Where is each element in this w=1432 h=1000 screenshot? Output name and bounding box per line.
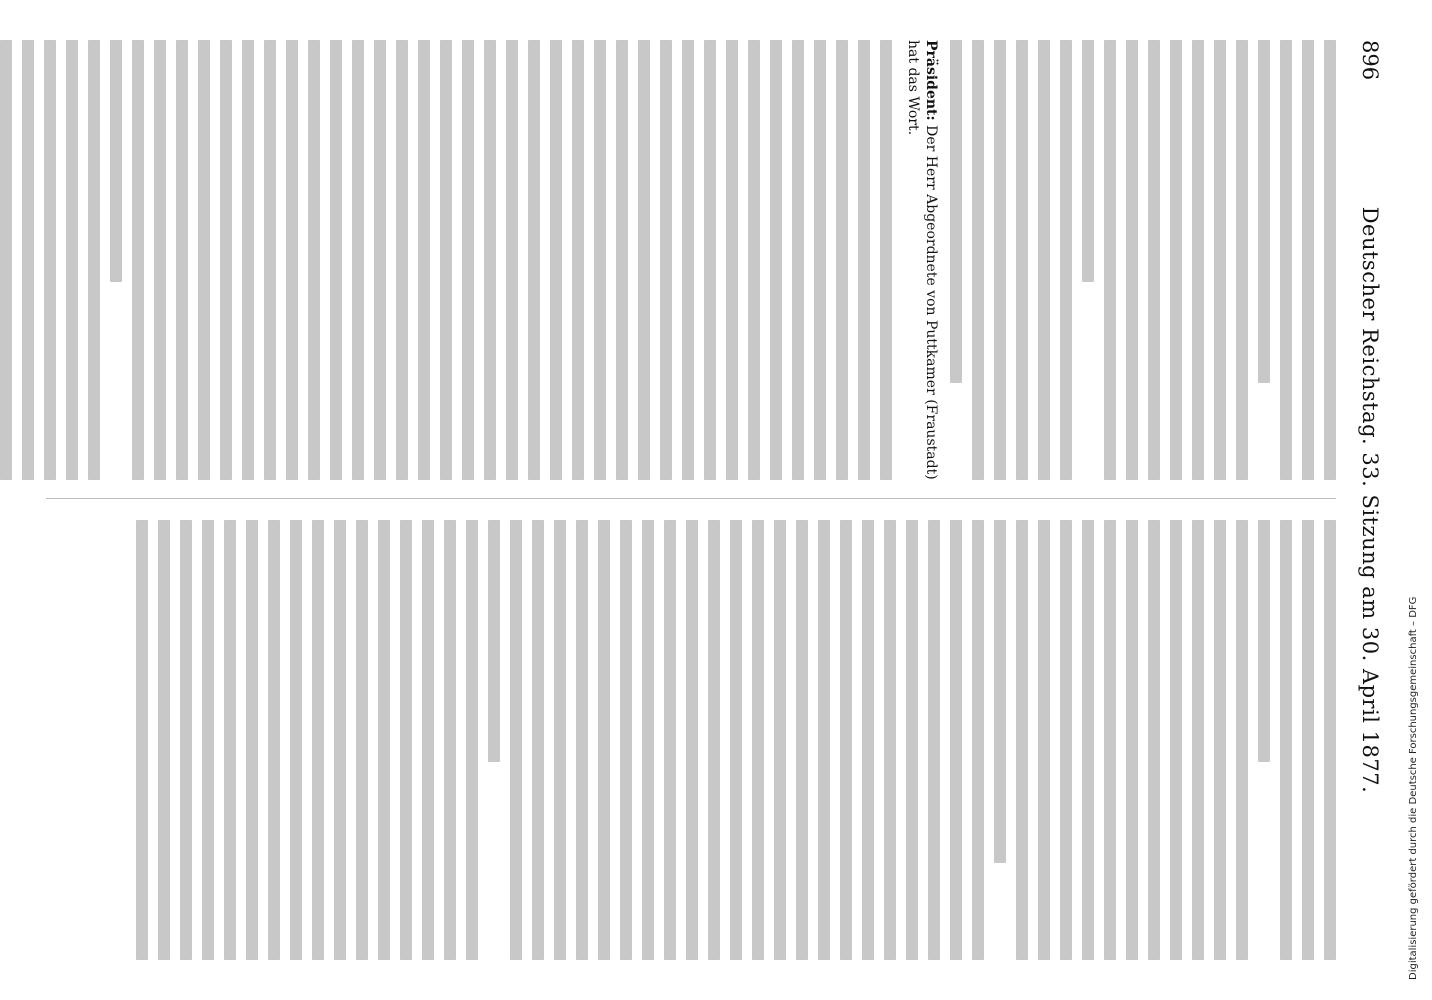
text-line-placeholder <box>180 520 192 960</box>
text-line-placeholder <box>308 40 320 480</box>
text-line-placeholder <box>730 520 742 960</box>
text-line-placeholder <box>1082 520 1094 960</box>
column-divider <box>46 498 1336 499</box>
text-line-placeholder <box>246 520 258 960</box>
text-line-placeholder <box>880 40 892 480</box>
text-line-placeholder <box>774 520 786 960</box>
text-line-placeholder <box>950 520 962 960</box>
text-line-placeholder <box>136 520 148 960</box>
text-line-placeholder <box>224 520 236 960</box>
text-line-placeholder <box>594 40 606 480</box>
text-line-placeholder <box>1148 40 1160 480</box>
text-line-placeholder <box>1192 520 1204 960</box>
text-line-placeholder <box>550 40 562 480</box>
text-line-placeholder <box>242 40 254 480</box>
text-line-placeholder <box>506 40 518 480</box>
page-title: Deutscher Reichstag. 33. Sitzung am 30. April 1877. <box>1358 206 1382 794</box>
text-line-placeholder <box>1016 520 1028 960</box>
text-line-placeholder <box>532 520 544 960</box>
text-line-placeholder <box>972 40 984 480</box>
text-line-placeholder <box>858 40 870 480</box>
text-line-placeholder <box>1324 520 1336 960</box>
text-line-placeholder <box>1236 40 1248 480</box>
text-line-placeholder <box>818 520 830 960</box>
text-line-placeholder <box>994 520 1006 863</box>
text-line-placeholder <box>528 40 540 480</box>
text-line-placeholder <box>748 40 760 480</box>
text-line-placeholder <box>686 520 698 960</box>
text-line-placeholder <box>198 40 210 480</box>
speaker-label: Präsident: <box>923 40 939 121</box>
text-line-placeholder <box>510 520 522 960</box>
text-line-placeholder <box>770 40 782 480</box>
text-line-placeholder <box>422 520 434 960</box>
text-line-placeholder <box>638 40 650 480</box>
text-line-placeholder <box>400 520 412 960</box>
text-line-placeholder <box>1280 40 1292 480</box>
text-line-placeholder <box>22 40 34 480</box>
text-line-placeholder <box>1126 40 1138 480</box>
text-line-placeholder <box>1192 40 1204 480</box>
text-line-placeholder <box>132 40 144 480</box>
text-line-placeholder <box>88 40 100 480</box>
text-line-placeholder <box>792 40 804 480</box>
text-line-placeholder <box>1214 40 1226 480</box>
text-line-placeholder <box>972 520 984 960</box>
text-line-placeholder <box>1302 520 1314 960</box>
text-line-placeholder <box>352 40 364 480</box>
text-line-placeholder <box>378 520 390 960</box>
text-line-placeholder <box>1082 40 1094 282</box>
text-line-placeholder <box>994 40 1006 480</box>
text-line-placeholder <box>1236 520 1248 960</box>
text-line-placeholder <box>906 520 918 960</box>
text-line-placeholder <box>444 520 456 960</box>
text-line-placeholder <box>154 40 166 480</box>
text-line-placeholder <box>268 520 280 960</box>
text-line-placeholder <box>598 520 610 960</box>
text-line-placeholder <box>1280 520 1292 960</box>
text-line-placeholder <box>1170 40 1182 480</box>
text-line-placeholder <box>396 40 408 480</box>
text-line-placeholder <box>572 40 584 480</box>
text-line-placeholder <box>862 520 874 960</box>
text-line-placeholder <box>66 40 78 480</box>
text-line-placeholder <box>1104 40 1116 480</box>
text-line-placeholder <box>1060 40 1072 480</box>
speaker-line <box>904 40 940 480</box>
text-line-placeholder <box>554 520 566 960</box>
right-column <box>46 520 1336 960</box>
text-line-placeholder <box>462 40 474 480</box>
text-line-placeholder <box>488 520 500 762</box>
text-line-placeholder <box>620 520 632 960</box>
text-line-placeholder <box>374 40 386 480</box>
text-line-placeholder <box>884 520 896 960</box>
text-line-placeholder <box>220 40 232 480</box>
text-line-placeholder <box>1038 520 1050 960</box>
text-line-placeholder <box>1258 520 1270 762</box>
text-line-placeholder <box>202 520 214 960</box>
text-line-placeholder <box>660 40 672 480</box>
text-line-placeholder <box>1214 520 1226 960</box>
text-line-placeholder <box>1060 520 1072 960</box>
digitization-note: Digitalisierung gefördert durch die Deutsche Forschungsgemeinschaft – DFG <box>1408 596 1419 980</box>
left-column <box>46 40 1336 480</box>
text-line-placeholder <box>928 520 940 960</box>
page-number: 896 <box>1358 40 1382 81</box>
text-line-placeholder <box>664 520 676 960</box>
text-line-placeholder <box>814 40 826 480</box>
text-line-placeholder <box>1170 520 1182 960</box>
text-line-placeholder <box>110 40 122 282</box>
text-line-placeholder <box>418 40 430 480</box>
text-line-placeholder <box>466 520 478 960</box>
text-line-placeholder <box>334 520 346 960</box>
text-line-placeholder <box>726 40 738 480</box>
text-line-placeholder <box>840 520 852 960</box>
running-header <box>1352 40 1382 960</box>
text-line-placeholder <box>330 40 342 480</box>
text-line-placeholder <box>286 40 298 480</box>
text-line-placeholder <box>312 520 324 960</box>
rotated-page-content <box>26 20 1406 980</box>
text-line-placeholder <box>708 520 720 960</box>
text-line-placeholder <box>576 520 588 960</box>
text-line-placeholder <box>44 40 56 480</box>
text-line-placeholder <box>796 520 808 960</box>
text-line-placeholder <box>1126 520 1138 960</box>
text-line-placeholder <box>752 520 764 960</box>
text-line-placeholder <box>440 40 452 480</box>
text-line-placeholder <box>642 520 654 960</box>
text-line-placeholder <box>158 520 170 960</box>
text-line-placeholder <box>950 40 962 383</box>
text-line-placeholder <box>616 40 628 480</box>
text-line-placeholder <box>1104 520 1116 960</box>
text-line-placeholder <box>0 40 12 480</box>
text-line-placeholder <box>836 40 848 480</box>
text-line-placeholder <box>704 40 716 480</box>
text-line-placeholder <box>356 520 368 960</box>
text-line-placeholder <box>290 520 302 960</box>
text-line-placeholder <box>264 40 276 480</box>
text-line-placeholder <box>1148 520 1160 960</box>
speaker-text: Der Herr Abgeordnete von Puttkamer (Fraustadt) hat das Wort. <box>905 40 939 480</box>
text-line-placeholder <box>176 40 188 480</box>
text-line-placeholder <box>1016 40 1028 480</box>
text-line-placeholder <box>1302 40 1314 480</box>
text-line-placeholder <box>484 40 496 480</box>
text-line-placeholder <box>1038 40 1050 480</box>
text-line-placeholder <box>682 40 694 480</box>
text-line-placeholder <box>1324 40 1336 480</box>
text-line-placeholder <box>1258 40 1270 383</box>
